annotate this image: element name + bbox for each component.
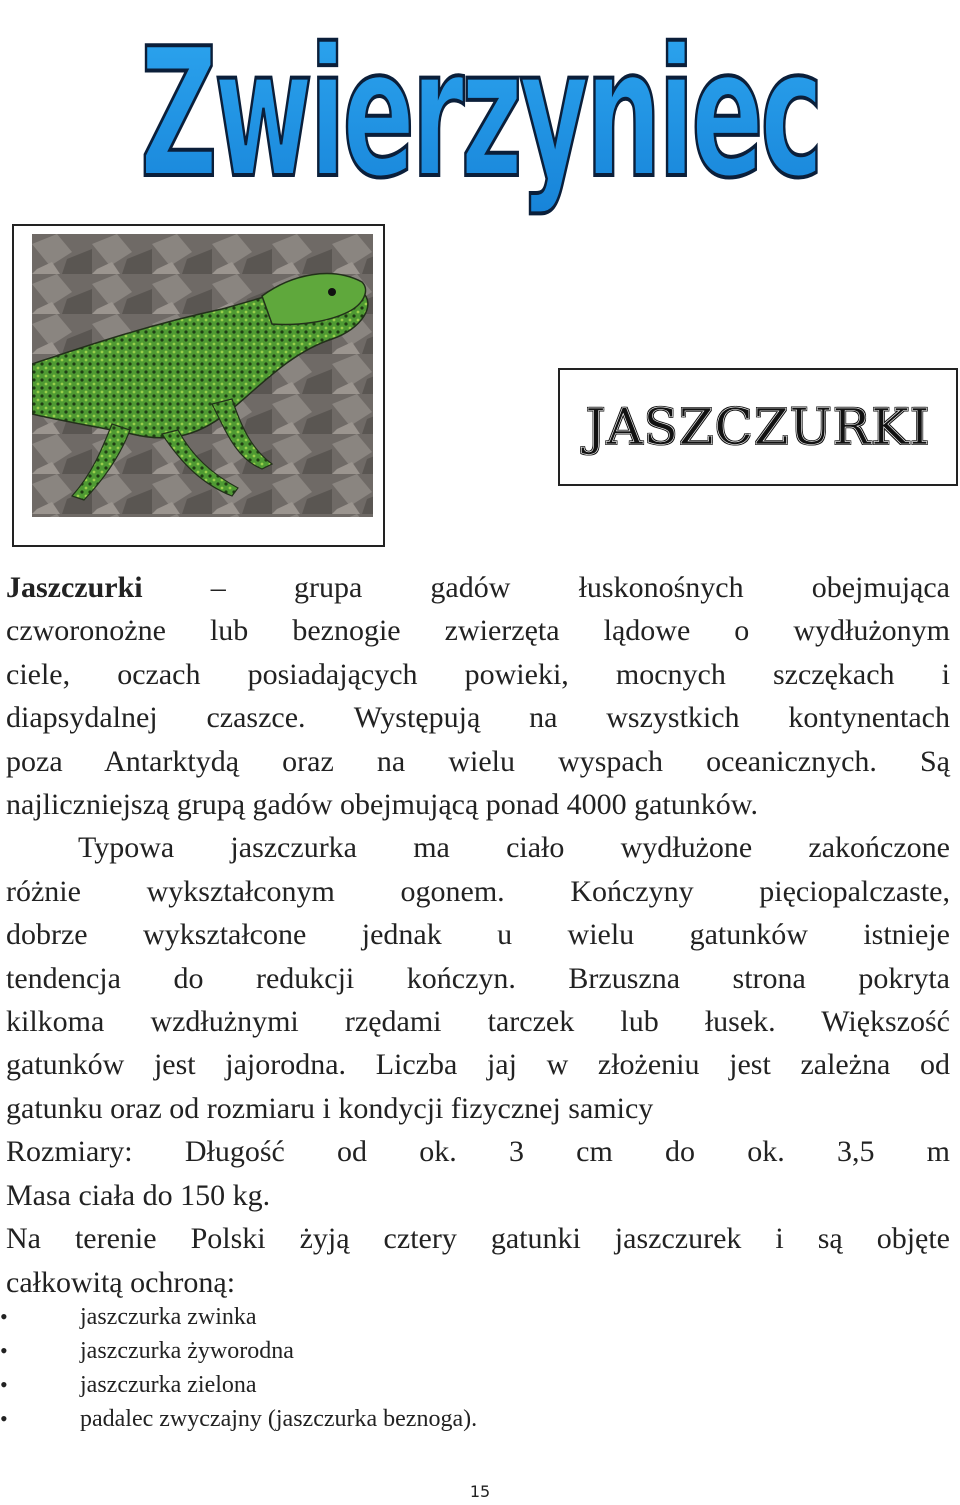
text-line: Rozmiary: Długość od ok. 3 cm do ok. 3,5 m — [6, 1135, 950, 1169]
photo-frame — [12, 224, 385, 547]
article-body — [6, 566, 950, 1304]
text-line: kilkoma wzdłużnymi rzędami tarczek lub łusek. Większość — [6, 1005, 950, 1039]
text-line: gatunku oraz od rozmiaru i kondycji fizycznej samicy — [6, 1091, 654, 1125]
text-line: diapsydalnej czaszce. Występują na wszystkich kontynentach — [6, 701, 950, 735]
lizard-photo — [32, 234, 373, 517]
header-word-art — [120, 0, 840, 225]
text-line: dobrze wykształcone jednak u wielu gatunków istnieje — [6, 918, 950, 952]
paragraph-poland — [6, 1217, 950, 1304]
page-number: 15 — [469, 1482, 491, 1501]
text-line: gatunków jest jajorodna. Liczba jaj w złożeniu jest zależna od — [6, 1048, 950, 1082]
section-title: JASZCZURKI — [585, 398, 931, 456]
title-box — [558, 368, 958, 486]
term-jaszczurki: Jaszczurki — [6, 571, 143, 604]
paragraph-intro — [6, 566, 950, 826]
text-line: Masa ciała do 150 kg. — [6, 1178, 271, 1212]
header-title: Zwierzyniec — [140, 10, 820, 217]
text-line: ciele, oczach posiadających powieki, mocnych szczękach i — [6, 657, 950, 691]
text-line: różnie wykształconym ogonem. Kończyny pięciopalczaste, — [6, 874, 950, 908]
text-line: Na terenie Polski żyją cztery gatunki jaszczurek i są objęte — [6, 1222, 950, 1256]
text-line: czworonożne lub beznogie zwierzęta lądowe o wydłużonym — [6, 614, 950, 648]
list-item: • jaszczurka zielona — [80, 1368, 477, 1402]
paragraph-description — [6, 826, 950, 1217]
text-line: poza Antarktydą oraz na wielu wyspach oceanicznych. Są — [6, 744, 950, 778]
text-line: tendencja do redukcji kończyn. Brzuszna strona pokryta — [6, 961, 950, 995]
text-line: całkowitą ochroną: — [6, 1265, 236, 1299]
list-item: • jaszczurka zwinka — [80, 1300, 477, 1334]
text-line: najliczniejszą grupą gadów obejmującą ponad 4000 gatunków. — [6, 788, 758, 822]
text-line: Typowa jaszczurka ma ciało wydłużone zakończone — [78, 831, 950, 865]
list-item: • padalec zwyczajny (jaszczurka beznoga). — [80, 1402, 477, 1436]
species-list — [0, 1300, 477, 1436]
list-item: • jaszczurka żyworodna — [80, 1334, 477, 1368]
text-line: Jaszczurki – grupa gadów łuskonośnych obejmująca — [6, 571, 950, 604]
